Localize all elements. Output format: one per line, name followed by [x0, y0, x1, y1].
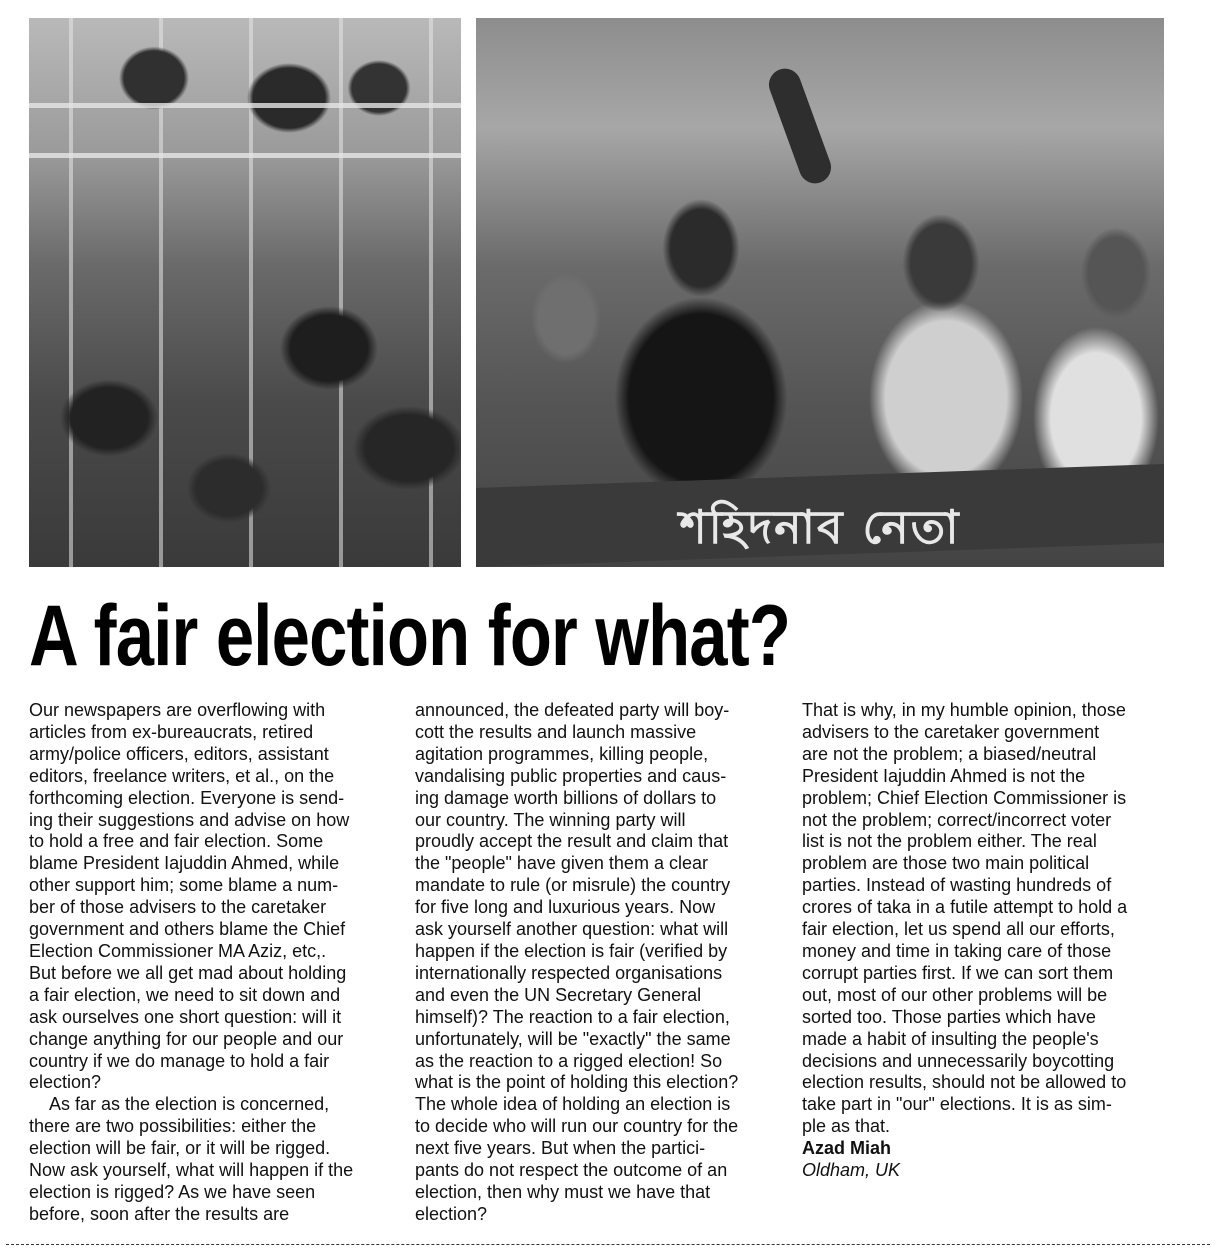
protest-crowd-photo — [29, 18, 461, 567]
paragraph: announced, the defeated party will boy- cott the results and launch massive agitation programmes, killing people, vandalising public properties and caus- ing damage worth billions of dollars to our country. The winning party will proudly accept the result and claim that the "people" have given them a clear mandate to rule (or misrule) the country for five long and luxurious years. Now ask yourself another question: what will happen if the election is fair (verified by internationally respected organisations and even the UN Secretary General himself)? The reaction to a fair election, unfortunately, will be "exactly" the same as the reaction to a rigged election! So what is the point of holding this election? The whole idea of holding an election is to decide who will run our country for the next five years. But when the partici- pants do not respect the outcome of an election, then why must we have that election? — [415, 700, 739, 1224]
author-name: Azad Miah — [802, 1138, 892, 1159]
paragraph: Our newspapers are overflowing with articles from ex-bureaucrats, retired army/police officers, editors, assistant editors, freelance writers, et al., on the forthcoming election. Everyone is send- ing their suggestions and advise on how to hold a free and fair election. Some blame President Iajuddin Ahmed, while other support him; some blame a num- ber of those advisers to the caretaker government and others blame the Chief Election Commissioner MA Aziz, etc,. But before we all get mad about holding a fair election, we need to sit down and ask ourselves one short question: will it change anything for our people and our country if we do manage to hold a fair election? — [29, 700, 350, 1093]
article-column-1 — [29, 700, 394, 1226]
rally-leaders-photo — [476, 18, 1164, 567]
article-column-3 — [802, 700, 1167, 1182]
banner-text: শহিদনাব নেতা — [679, 500, 961, 554]
paragraph: That is why, in my humble opinion, those advisers to the caretaker government are not the problem; a biased/neutral President Iajuddin Ahmed is not the problem; Chief Election Commissioner is not the problem; correct/incorrect voter list is not the problem either. The real problem are those two main political parties. Instead of wasting hundreds of crores of taka in a futile attempt to hold a fair election, let us spend all our efforts, money and time in taking care of those corrupt parties first. If we can sort them out, most of our other problems will be sorted too. Those parties which have made a habit of insulting the people's decisions and unnecessarily boycotting election results, should not be allowed to take part in "our" elections. It is as sim- ple as that. — [802, 700, 1128, 1137]
bottom-dashed-rule — [6, 1244, 1210, 1245]
raised-fist-icon — [764, 64, 835, 188]
barricade-rail — [29, 153, 461, 158]
paragraph: As far as the election is concerned, there are two possibilities: either the election will be fair, or it will be rigged. Now ask yourself, what will happen if the election is rigged? As we have seen before, soon after the results are — [29, 1094, 354, 1224]
barricade-rail — [29, 103, 461, 108]
author-location: Oldham, UK — [802, 1160, 901, 1181]
headline: A fair election for what? — [29, 588, 791, 684]
article-column-2 — [415, 700, 780, 1226]
